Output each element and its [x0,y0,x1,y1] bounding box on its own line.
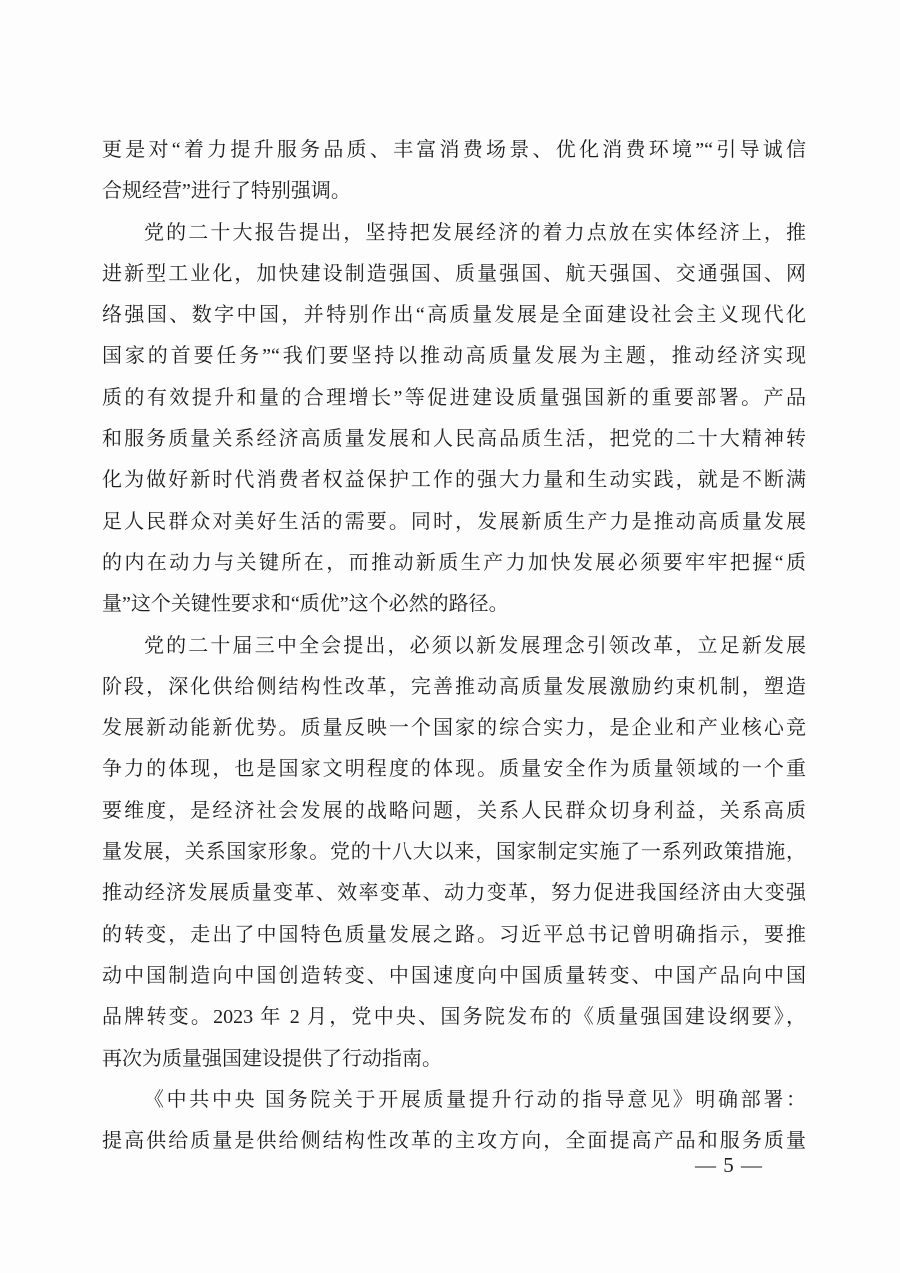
text-line: 进新型工业化，加快建设制造强国、质量强国、航天强国、交通强国、网 [102,262,806,285]
text-line: 的转变，走出了中国特色质量发展之路。习近平总书记曾明确指示，要推 [102,923,806,946]
text-line: 推动经济发展质量变革、效率变革、动力变革，努力促进我国经济由大变强 [102,882,806,905]
text-line: 党的二十届三中全会提出，必须以新发展理念引领改革，立足新发展 [144,634,806,657]
text-line: 的内在动力与关键所在，而推动新质生产力加快发展必须要牢牢把握“质 [102,551,806,574]
text-line: 合规经营”进行了特别强调。 [102,180,351,203]
document-body [102,130,806,1162]
text-line: 争力的体现，也是国家文明程度的体现。质量安全作为质量领域的一个重 [102,758,806,781]
text-line: 品牌转变。2023 年 2 月，党中央、国务院发布的《质量强国建设纲要》， [102,1006,806,1029]
text-line: 量发展，关系国家形象。党的十八大以来，国家制定实施了一系列政策措施， [102,841,806,864]
text-line: 足人民群众对美好生活的需要。同时，发展新质生产力是推动高质量发展 [102,510,806,533]
text-line: 化为做好新时代消费者权益保护工作的强大力量和生动实践，就是不断满 [102,469,806,492]
text-line: 《中共中央 国务院关于开展质量提升行动的指导意见》明确部署： [144,1088,806,1111]
text-line: 动中国制造向中国创造转变、中国速度向中国质量转变、中国产品向中国 [102,964,806,987]
text-line: 阶段，深化供给侧结构性改革，完善推动高质量发展激励约束机制，塑造 [102,675,806,698]
text-line: 质的有效提升和量的合理增长”等促进建设质量强国新的重要部署。产品 [102,386,806,409]
text-line: 要维度，是经济社会发展的战略问题，关系人民群众切身利益，关系高质 [102,799,806,822]
text-line: 量”这个关键性要求和“质优”这个必然的路径。 [102,593,509,616]
text-line: 再次为质量强国建设提供了行动指南。 [102,1047,442,1070]
text-line: 党的二十大报告提出，坚持把发展经济的着力点放在实体经济上，推 [144,221,806,244]
text-line: 提高供给质量是供给侧结构性改革的主攻方向，全面提高产品和服务质量 [102,1130,806,1153]
text-line: 发展新动能新优势。质量反映一个国家的综合实力，是企业和产业核心竞 [102,717,806,740]
text-line: 和服务质量关系经济高质量发展和人民高品质生活，把党的二十大精神转 [102,428,806,451]
text-line: 更是对“着力提升服务品质、丰富消费场景、优化消费环境”“引导诚信 [102,139,806,161]
text-line: 络强国、数字中国，并特别作出“高质量发展是全面建设社会主义现代化 [102,304,806,327]
page-number: — 5 — [695,1153,763,1177]
text-line: 国家的首要任务”“我们要坚持以推动高质量发展为主题，推动经济实现 [102,345,806,368]
